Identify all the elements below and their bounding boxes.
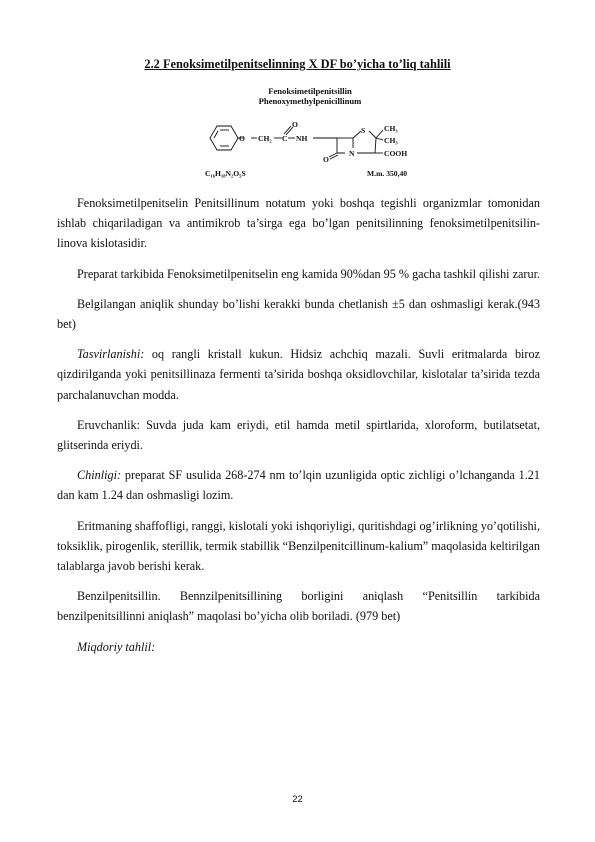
atom-n: N	[349, 149, 355, 158]
paragraph: Eritmaning shaffofligi, ranggi, kislotali yoki ishqoriyligi, quritishdagi og’irlikning yo’qotilishi, toksiklik, pirogenlik, sterillik, termik stabillik “Benzilpenitcillinum-kalium” maqolasida keltirilgan talablarga javob berishi kerak.	[57, 518, 540, 574]
paragraph: Benzilpenitsillin. Bennzilpenitsillining borligini aniqlash “Penitsillin tarkibida benzilpenitsillinni aniqlash” maqolasi bo’yicha olib boriladi. (979 bet)	[57, 589, 540, 624]
paragraph: Eruvchanlik: Suvda juda kam eriydi, etil hamda metil spirtlarida, xloroform, butilatsetat, glitserinda eriydi.	[57, 417, 540, 453]
compound-name-en: Phenoxymethylpenicillinum	[258, 96, 362, 106]
body-text	[57, 193, 540, 667]
atom-o-ether: O	[239, 134, 245, 143]
section-heading: 2.2 Fenoksimetilpenitselinning X DF bo’yicha to’liq tahlili	[144, 57, 451, 71]
molecular-mass: M.m. 350,40	[367, 169, 408, 178]
atom-cooh: COOH	[384, 149, 408, 158]
molecular-formula: C₁₆H₁₈N₂O₅S	[205, 169, 246, 178]
atom-carbonyl-o: O	[292, 120, 298, 129]
atom-ch2: CH₂	[258, 134, 272, 143]
paragraph: Chinligi: preparat SF usulida 268-274 nm to’lqin uzunligida optic zichligi o’lchanganda 1.21 dan kam 1.24 dan oshmasligi lozim.	[57, 468, 540, 503]
atom-ch3-bottom: CH₃	[384, 136, 398, 145]
atom-carbonyl-c: C	[282, 134, 288, 143]
page-number: 22	[292, 794, 303, 805]
paragraph: Preparat tarkibida Fenoksimetilpenitselin eng kamida 90%dan 95 % gacha tashkil qilishi zarur.	[77, 266, 541, 281]
chemical-structure	[195, 86, 425, 186]
compound-name-uz: Fenoksimetilpenitsillin	[268, 86, 352, 96]
paragraph: Belgilangan aniqlik shunday bo’lishi kerakki bunda chetlanish ±5 dan oshmasligi kerak.(943 bet)	[57, 296, 540, 332]
paragraph: Tasvirlanishi: oq rangli kristall kukun. Hidsiz achchiq mazali. Suvli eritmalarda biroz qizdirilganda yoki penitsillinaza fermenti ta’sirida boshqa oksidlovchilar, kislotalar ta’sirida tezda parchalanuvchan modda.	[57, 347, 540, 402]
atom-lactam-o: O	[323, 155, 329, 164]
atom-ch3-top: CH₃	[384, 124, 398, 133]
atom-s: S	[361, 126, 366, 135]
paragraph	[57, 637, 540, 657]
paragraph-label: Tasvirlanishi:	[77, 347, 145, 362]
atom-nh: NH	[296, 134, 308, 143]
paragraph-label: Miqdoriy tahlil:	[77, 639, 156, 654]
paragraph-label: Chinligi:	[77, 468, 122, 483]
paragraph: Fenoksimetilpenitselin Penitsillinum notatum yoki boshqa tegishli organizmlar tomonidan ishlab chiqariladigan va antimikrob ta’sirga ega bo’lgan penitsilinning fenoksimetilpenitsilin- linova kislotasidir.	[57, 196, 540, 251]
